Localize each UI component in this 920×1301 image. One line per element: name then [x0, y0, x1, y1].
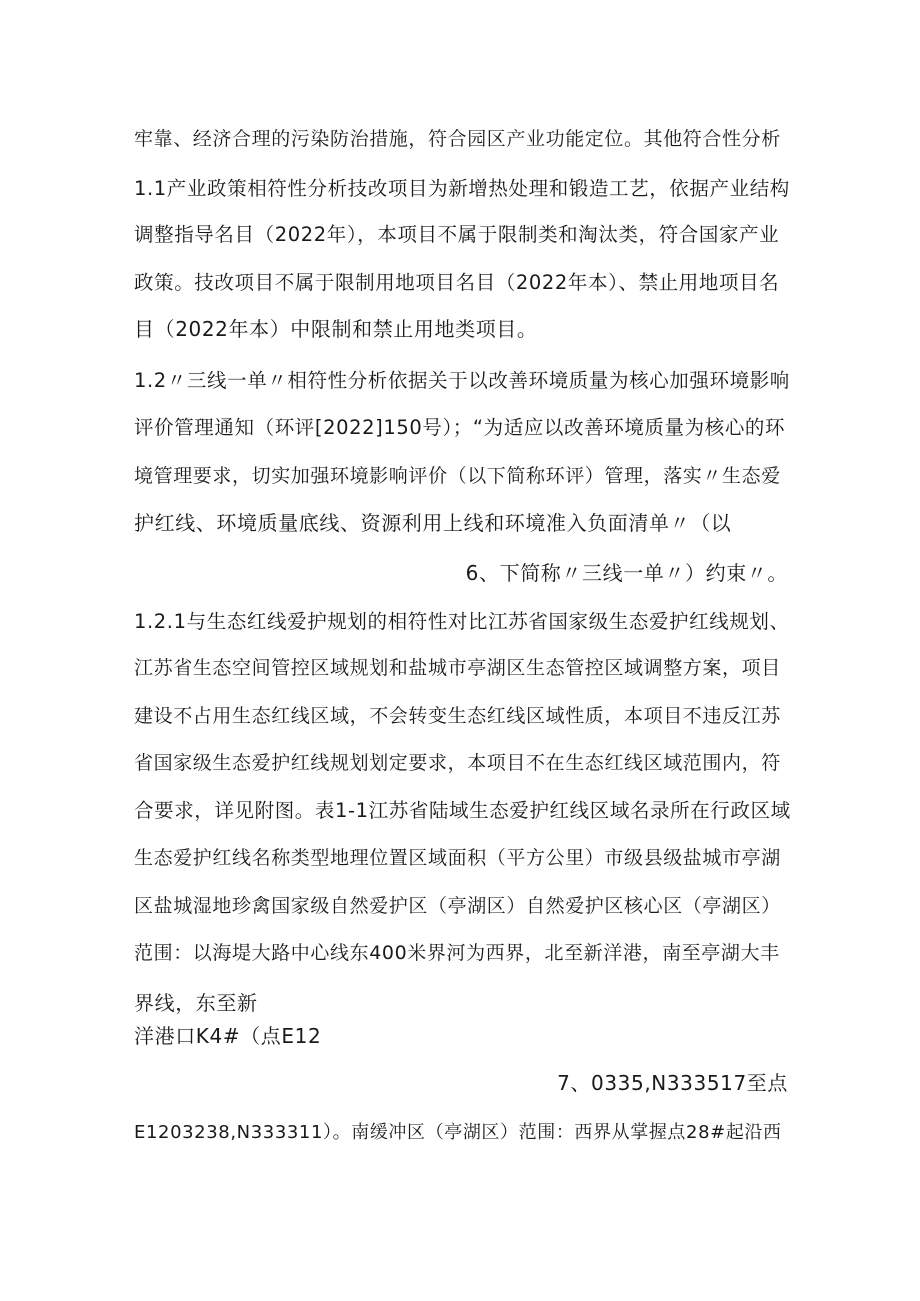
text-line-20: 洋港口K4#（点E12 [134, 1024, 322, 1048]
text-line-3: 调整指导名目（2022年），本项目不属于限制类和淘汰类，符合国家产业 [134, 223, 780, 246]
text-line-5: 目（2022年本）中限制和禁止用地类项目。 [134, 317, 538, 341]
text-line-12: 江苏省生态空间管控区域规划和盐城市亭湖区生态管控区域调整方案，项目 [134, 657, 781, 679]
text-line-8: 境管理要求，切实加强环境影响评价（以下简称环评）管理，落实〃生态爱 [134, 465, 781, 487]
text-line-19: 界线，东至新 [134, 991, 258, 1015]
text-line-16: 生态爱护红线名称类型地理位置区域面积（平方公里）市级县级盐城市亭湖 [134, 847, 781, 869]
text-line-17: 区盐城湿地珍禽国家级自然爱护区（亭湖区）自然爱护区核心区（亭湖区） [134, 895, 781, 917]
text-line-4: 政策。技改项目不属于限制用地项目名目（2022年本）、禁止用地项目名 [134, 271, 780, 294]
text-line-6: 1.2〃三线一单〃相符性分析依据关于以改善环境质量为核心加强环境影响 [134, 369, 790, 392]
text-line-2: 1.1产业政策相符性分析技改项目为新增热处理和锻造工艺，依据产业结构 [134, 177, 790, 200]
text-line-7: 评价管理通知（环评[2022]150号）；“为适应以改善环境质量为核心的环 [134, 416, 786, 439]
text-line-14: 省国家级生态爱护红线规划划定要求，本项目不在生态红线区域范围内，符 [134, 752, 781, 774]
text-line-15: 合要求，详见附图。表1-1江苏省陆域生态爱护红线区域名录所在行政区域 [134, 799, 791, 822]
text-line-11: 1.2.1与生态红线爱护规划的相符性对比江苏省国家级生态爱护红线规划、 [134, 610, 790, 633]
text-line-9: 护红线、环境质量底线、资源利用上线和环境准入负面清单〃（以 [134, 511, 732, 535]
text-line-18: 范围：以海堤大路中心线东400米界河为西界，北至新洋港，南至亭湖大丰 [134, 942, 780, 964]
text-line-1: 牢靠、经济合理的污染防治措施，符合园区产业功能定位。其他符合性分析 [134, 128, 781, 150]
text-line-13: 建设不占用生态红线区域，不会转变生态红线区域性质，本项目不违反江苏 [134, 705, 781, 727]
text-line-22: E1203238,N333311）。南缓冲区（亭湖区）范围：西界从掌握点28#起沿西 [134, 1122, 782, 1143]
text-line-21: 7、0335,N333517至点 [557, 1071, 788, 1095]
text-line-10: 6、下简称〃三线一单〃）约束〃。 [465, 561, 788, 585]
